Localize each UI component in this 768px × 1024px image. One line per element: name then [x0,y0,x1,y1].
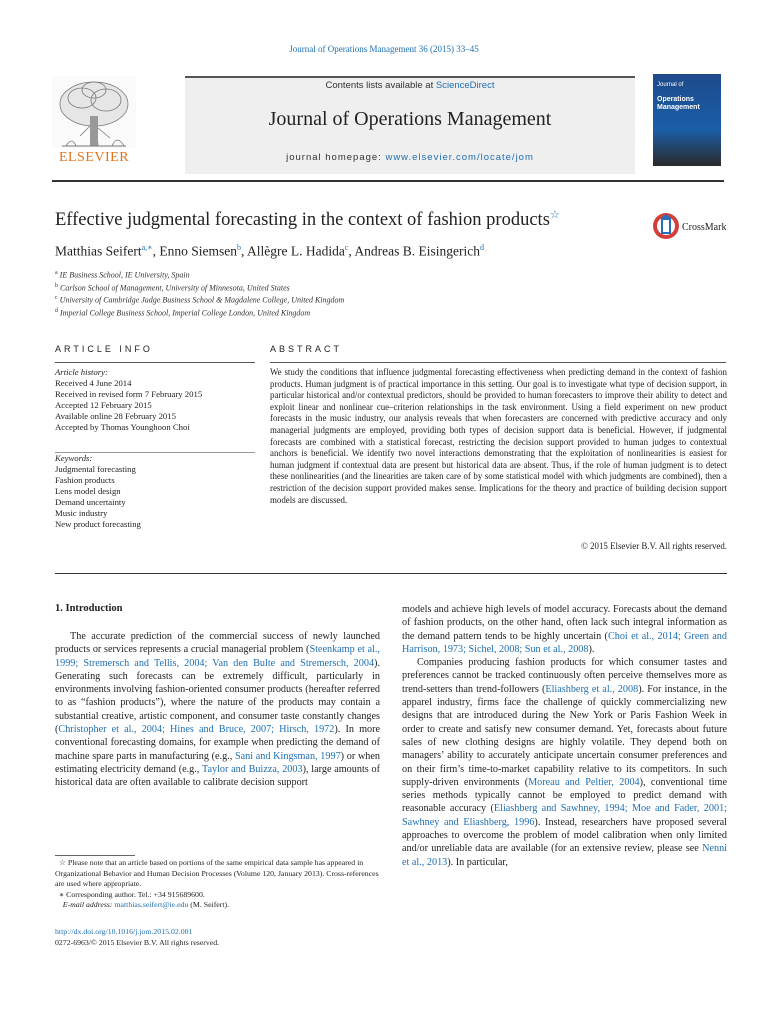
author-affiliation-mark[interactable]: b [236,243,241,252]
author-name[interactable]: Matthias Seifert [55,243,142,259]
affiliations [55,268,655,319]
body-column-left [55,630,380,790]
history-item: Available online 28 February 2015 [55,411,176,421]
author-affiliation-mark[interactable]: c [344,243,349,252]
keyword-item: Music industry [55,508,108,518]
email-link[interactable]: matthias.seifert@ie.edu [114,900,189,909]
doi-block [55,926,385,948]
body-text: The accurate prediction of the commercial success of newly launched products or services represents a crucial managerial problem ( [55,631,380,656]
doi-link[interactable]: http://dx.doi.org/10.1016/j.jom.2015.02.001 [55,927,193,936]
affiliation-item: $^a$ IE Business School, IE University, Spain [55,270,190,280]
paper-title [55,208,655,231]
section-heading-introduction: 1. Introduction [55,603,123,614]
author-list: Matthias Seifert$^{a,∗}$, Enno Siemsen$^b$, Allègre L. Hadida$^c$, Andreas B. Eisingerich$^d$ [55,243,485,259]
keyword-item: Lens model design [55,486,121,496]
citation-link[interactable]: Sani and Kingsman, 1997 [234,750,341,762]
history-item: Accepted 12 February 2015 [55,400,152,410]
body-text: ). In particular, [447,856,508,868]
elsevier-wordmark: ELSEVIER [58,150,130,165]
body-text: ). Generating such forecasts can be extremely difficult, particularly in environments involving fashion-oriented consumer products (hereafter referred to as “fashion products”), where the nature of the products may contain a substantial creative, artistic component, and consumer taste constantly changes ( [55,657,380,736]
crossmark-icon[interactable] [652,212,680,240]
citation-link[interactable]: Steenkamp et al., 1999; Stremersch and Tellis, 2004; Van den Bulte and Stremersch, 2004 [55,644,380,669]
abstract-text: We study the conditions that influence judgmental forecasting effectiveness when predicting demand in the context of fashion products. Human judgment is of practical importance in this setting. Our goal is to investigate what type of decision support, in particular historical and/or contextual predictors, should be provided to human forecasters to improve their ability to detect and exploit linear and nonlinear cue–criterion relationships in the task environment. Using a field experiment on new product forecasts in the music industry, our analysis reveals that when forecasters are concerned with predictive accuracy and only managerial judgments are employed, providing both types of decision support data is beneficial. However, if judgmental forecasts are combined with a statistical forecast, restricting the decision support provided to human judges to contextual anchors is beneficial. We identify two novel interactions demonstrating that the exploitation of nonlinearities is easiest for human judgment if contextual data are present but historical data are absent. Thus, if the role of human judgment is to detect these nonlinearities (and the linearities are taken care of by some statistical model with which judgments are combined), then a restriction of the decision support provided makes sense. Implications for the theory and practice of building decision support models are discussed. [270,367,727,505]
homepage-prefix: journal homepage: [286,152,386,163]
history-item: Received 4 June 2014 [55,378,132,388]
article-info-rule [55,362,255,363]
citation-link[interactable]: Nenni et al., 2013 [402,843,727,868]
abstract-copyright: © 2015 Elsevier B.V. All rights reserved. [581,541,727,551]
keyword-item: New product forecasting [55,519,141,529]
journal-homepage [185,152,635,163]
journal-title: Journal of Operations Management [268,108,552,130]
body-paragraph [55,630,380,790]
title-footnote-mark[interactable]: ☆ [549,209,560,221]
abstract-heading: ABSTRACT [270,344,343,354]
body-text: Companies producing fashion products for which consumer tastes and preferences cannot be tracked continuously often perceive themselves more as trend-setters than trend-followers ( [402,657,727,695]
footnotes [55,858,385,911]
footnote-item: ∗ Corresponding author. Tel.: +34 915689600. [58,889,205,899]
history-item: Accepted by Thomas Younghoon Choi [55,422,190,432]
citation-link[interactable]: Moreau and Peltier, 2004 [528,776,640,788]
cover-line-1: Journal of [657,82,684,88]
citation-link[interactable]: Eliashberg et al., 2008 [545,683,639,695]
issn-line: 0272-6963/© 2015 Elsevier B.V. All rights reserved. [55,938,220,947]
header-rule [52,180,724,182]
abstract-rule [270,362,726,363]
contents-line [185,80,635,91]
body-text: ) or when estimating electricity demand (e.g., [55,750,381,775]
sciencedirect-link[interactable]: ScienceDirect [435,80,495,91]
keywords-label: Keywords: [55,453,93,463]
crossmark-label[interactable]: CrossMark [682,222,727,233]
keyword-item: Fashion products [55,475,115,485]
front-matter-rule [55,573,727,574]
body-paragraph [402,603,727,656]
author-name[interactable]: Enno Siemsen [159,243,237,259]
keyword-item: Judgmental forecasting [55,464,136,474]
body-column-right [402,603,727,869]
author-affiliation-mark[interactable]: d [480,243,485,252]
body-text: ), conventional time series methods typically cannot be employed to predict demand with reasonable accuracy ( [402,776,728,815]
citation-link[interactable]: Eliashberg and Sawhney, 1994; Moe and Fader, 2001; Sawhney and Eliashberg, 1996 [402,803,728,828]
body-text: ). Instead, researchers have proposed several approaches to overcome the problem of model calibration when only limited and/or unreliable data are available (for an extensive review, please see [402,816,727,855]
homepage-link[interactable]: www.elsevier.com/locate/jom [385,152,534,163]
affiliation-item: $^d$ Imperial College Business School, Imperial College London, United Kingdom [55,307,311,318]
history-label: Article history: [55,367,108,377]
affiliation-item: $^c$ University of Cambridge Judge Business School & Magdalene College, United Kingdom [55,295,345,305]
journal-citation[interactable]: Journal of Operations Management 36 (2015) 33–45 [289,44,479,54]
citation-link[interactable]: Christopher et al., 2004; Hines and Bruce, 2007; Hirsch, 1972 [58,724,335,736]
article-info-heading: ARTICLE INFO [55,344,153,354]
history-item: Received in revised form 7 February 2015 [55,389,203,399]
footnote-rule [55,855,135,856]
author-name[interactable]: Andreas B. Eisingerich [354,243,481,259]
author-affiliation-mark[interactable]: a,∗ [141,243,153,252]
author-name[interactable]: Allègre L. Hadida [247,243,345,259]
body-text: ). [588,643,595,655]
article-history [55,367,260,433]
body-paragraph [402,656,727,869]
affiliation-item: $^b$ Carlson School of Management, University of Minnesota, United States [55,282,290,293]
citation-link[interactable]: Choi et al., 2014; Green and Harrison, 1973; Sichel, 2008; Sun et al., 2008 [402,630,727,655]
keyword-item: Demand uncertainty [55,497,126,507]
cover-line-2: Operations Management [657,96,700,111]
contents-prefix: Contents lists available at [325,80,436,91]
footnote-item: E-mail address: matthias.seifert@ie.edu (M. Seifert). [62,900,230,909]
body-text: models and achieve high levels of model accuracy. Forecasts about the demand of fashion products, on the other hand, often lack such integral information as the demand pattern tends to be highly uncertain ( [402,604,727,642]
body-text: ). In more conventional forecasting domains, for example when predicting the demand of machine spare parts in manufacturing (e.g., [55,724,381,762]
footnote-item: ☆ Please note that an article based on portions of the same empirical data sample has appeared in Organizational Behavior and Human Decision Processes (Volume 120, January 2013). Cross-references are used where appropriate. [55,858,379,888]
keywords [55,453,260,530]
body-text: ), large amounts of historical data are often available to calibrate decision support [55,763,381,789]
body-text: ). For instance, in the apparel industry, firms face the challenge of quickly commercializing new designs that are introduced during the New York or Paris Fashion Week in order to create and satisfy new consumer demand. Yet, forecasts about future sales of new clothing designs are highly volatile. They depend both on managers’ ability to accurately anticipate uncertain consumer preferences and on their firm’s time-to-market capability relative to its competitors. In such supply-driven environments ( [402,683,727,788]
citation-link[interactable]: Taylor and Buizza, 2003 [201,763,303,775]
paper-title-text: Effective judgmental forecasting in the context of fashion products [55,210,550,231]
